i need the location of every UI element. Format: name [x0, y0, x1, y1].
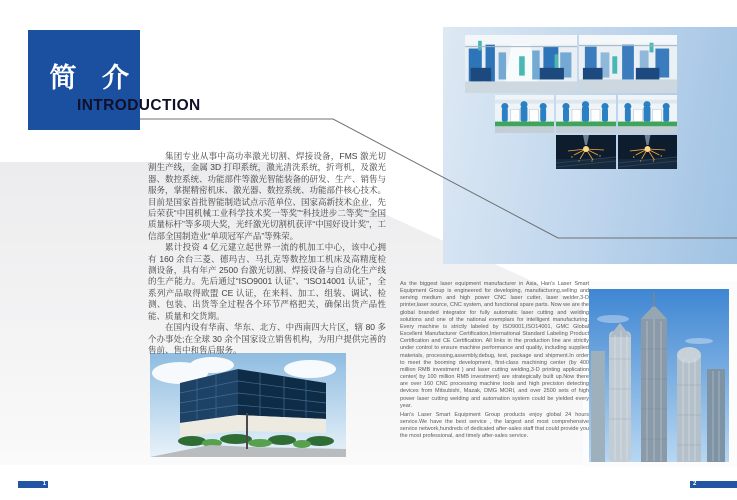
- office-building-photo: [150, 353, 346, 457]
- intro-text-english: [400, 281, 589, 440]
- production-line-photo: [618, 95, 677, 133]
- intro-header-block: [28, 30, 140, 130]
- page-number-right: 2: [693, 481, 697, 487]
- en-paragraph: As the biggest laser equipment manufacturer in Asia, Han's Laser Smart Equipment Group is engineered for developing, manufacturing,selling and serving medium and high power CNC laser cutter, laser welder,3-D printer,laser source, CNC system, and functional spare parts. Now we are the global branded integrator for fully automatic laser cutting and welding solutions and one of the national exemplars for intelligent manufacturing. Every machine is strictly labeled by ISO9001,ISO14001, GMC Global Excellent Manufacturer Certification,International Standard Labeling Product Certification and CE Certification. All links in the production line are strictly under control to ensure machine performance and quality, including supplied materials, processing,assembly,debug, test, package and shipment.In order to meet the booming development, first-class machining center (by 400 million RMB investment ) and laser cutting welding,3-D printing application center( by 100 million RMB investment) are strategically built up.Now there are over 160 CNC processing machine tools and high precision detecting devices from Mitsubishi, Mazak, DMG MORI, and over 2500 sets of high power laser cutting welding and automation system could be yielded every year.: [400, 281, 589, 409]
- cn-paragraph: 累计投资 4 亿元建立起世界一流的机加工中心，该中心拥有 160 余台三菱、德玛吉、马扎克等数控加工机床及高精度检测设备，具有年产 2500 台激光切割、焊接设备与自动化生产线的生产能力。先后通过“ISO9001 认证”、“ISO14001 认证”，全系列产品取得欧盟 CE 认证，在来料、加工、组装、调试、检测、包装、出货等全过程各个环节严格把关，确保出货产品性能、质量和交货期。: [148, 242, 386, 321]
- en-paragraph: Han's Laser Smart Equipment Group products enjoy global 24 hours service.We have the best service , the largest and most comprehensive service network,hundreds of dedicated after-sales staff that could provide you the most professional, and timely after-sales service.: [400, 411, 589, 440]
- page-number-bar-right: [690, 481, 737, 488]
- production-line-photo: [556, 95, 616, 133]
- page-title-english: INTRODUCTION: [77, 97, 201, 114]
- cn-paragraph: 集团专业从事中高功率激光切割、焊接设备，FMS 激光切割生产线，金属 3D 打印系统，激光清洗系统，折弯机，及激光器、数控系统、功能部件等激光智能装备的研发、生产、销售与服务，掌握精密机床、激光器、数控系统、功能部件核心技术。目前是国家首批智能制造试点示范单位、国家高新技术企业，先后荣获“中国机械工业科学技术奖一等奖”“科技进步二等奖”“全国质量标杆”等多项大奖，光纤激光切割机获评“中国好设计奖”，工信部全国制造业“单项冠军产品”等殊荣。: [148, 151, 387, 241]
- page-title-chinese: 简 介: [49, 63, 138, 93]
- page-number-left: 1: [42, 481, 46, 487]
- factory-photo: [465, 35, 577, 93]
- laser-cutting-photo: [618, 135, 677, 169]
- skyscrapers-photo: [589, 289, 729, 462]
- cn-paragraph: 在国内设有华南、华东、北方、中西南四大片区，辖 80 多个办事处;在全球 30 余个国家设立销售机构，为用户提供完善的售前、售中和售后服务。: [148, 322, 386, 355]
- production-line-photo: [495, 95, 554, 133]
- laser-cutting-photo: [556, 135, 616, 169]
- factory-photo: [579, 35, 677, 93]
- page-number-bar-left: [18, 481, 48, 488]
- intro-text-chinese: [148, 151, 386, 356]
